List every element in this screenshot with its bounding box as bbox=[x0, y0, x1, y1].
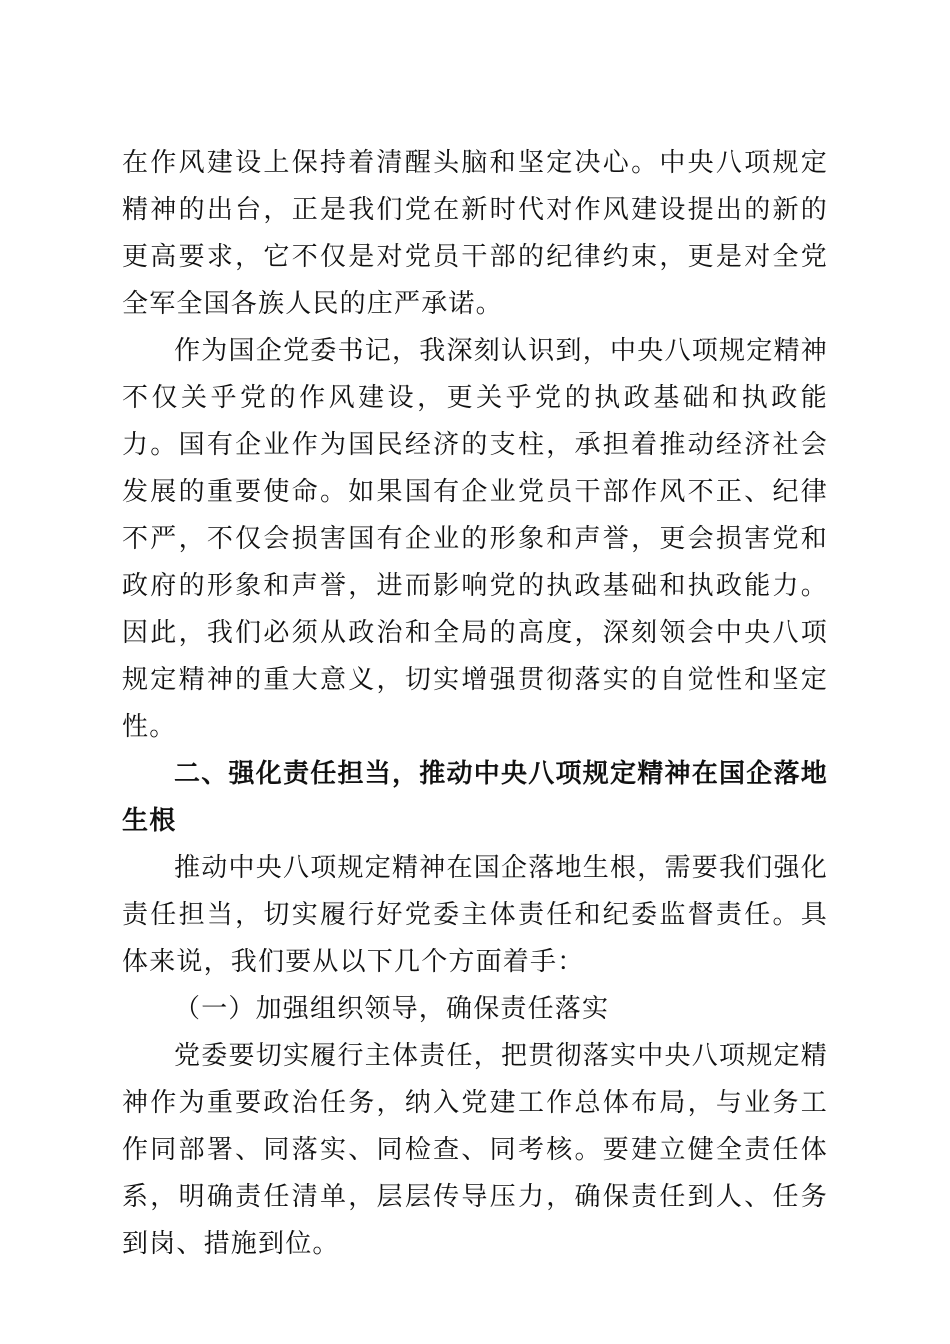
subsection-paragraph: 党委要切实履行主体责任，把贯彻落实中央八项规定精神作为重要政治任务，纳入党建工作总体布局，与业务工作同部署、同落实、同检查、同考核。要建立健全责任体系，明确责任清单，层层传导压力，确保责任到人、任务到岗、措施到位。 bbox=[122, 1041, 828, 1259]
document-body bbox=[122, 140, 828, 1268]
section-intro-paragraph: 推动中央八项规定精神在国企落地生根，需要我们强化责任担当，切实履行好党委主体责任和纪委监督责任。具体来说，我们要从以下几个方面着手： bbox=[122, 853, 828, 977]
body-paragraph: 作为国企党委书记，我深刻认识到，中央八项规定精神不仅关乎党的作风建设，更关乎党的执政基础和执政能力。国有企业作为国民经济的支柱，承担着推动经济社会发展的重要使命。如果国有企业党员干部作风不正、纪律不严，不仅会损害国有企业的形象和声誉，更会损害党和政府的形象和声誉，进而影响党的执政基础和执政能力。因此，我们必须从政治和全局的高度，深刻领会中央八项规定精神的重大意义，切实增强贯彻落实的自觉性和坚定性。 bbox=[122, 336, 828, 742]
continuation-paragraph: 在作风建设上保持着清醒头脑和坚定决心。中央八项规定精神的出台，正是我们党在新时代对作风建设提出的新的更高要求，它不仅是对党员干部的纪律约束，更是对全党全军全国各族人民的庄严承诺。 bbox=[122, 148, 828, 319]
section-heading: 二、强化责任担当，推动中央八项规定精神在国企落地生根 bbox=[122, 759, 828, 836]
subsection-heading: （一）加强组织领导，确保责任落实 bbox=[174, 994, 610, 1024]
